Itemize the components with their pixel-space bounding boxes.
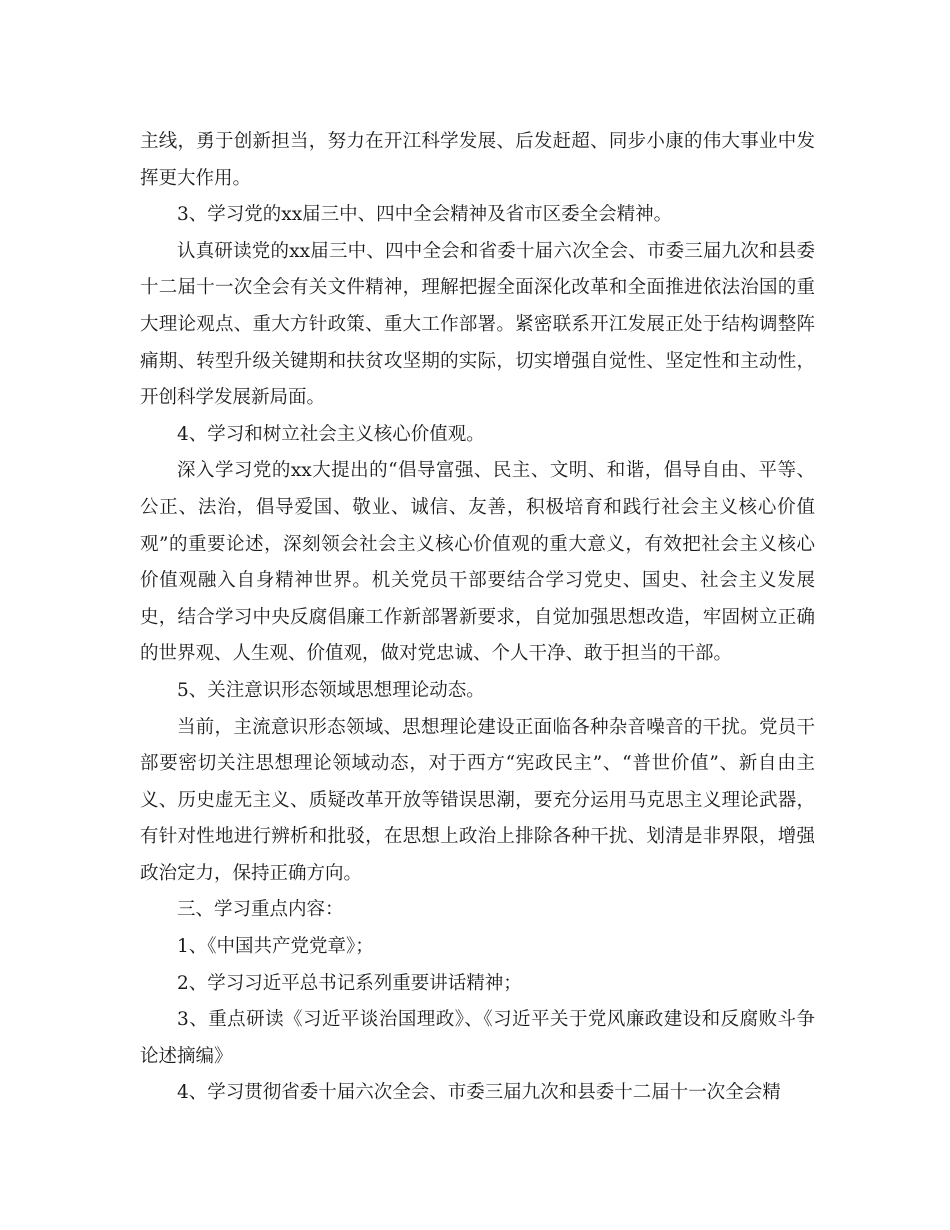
list-item: 3、重点研读《习近平谈治国理政》、《习近平关于党风廉政建设和反腐败斗争论述摘编》	[140, 1009, 815, 1067]
paragraph: 当前，主流意识形态领域、思想理论建设正面临各种杂音噪音的干扰。党员干部要密切关注思想理论领域动态，对于西方“宪政民主”、“普世价值”、新自由主义、历史虚无主义、质疑改革开放等错误思潮，要充分运用马克思主义理论武器，有针对性地进行辨析和批驳，在思想上政治上排除各种干扰、划清是非界限，增强政治定力，保持正确方向。	[140, 716, 815, 884]
list-item: 2、学习习近平总书记系列重要讲话精神；	[177, 972, 522, 994]
list-item: 4、学习贯彻省委十届六次全会、市委三届九次和县委十二届十一次全会精	[177, 1082, 781, 1104]
section-heading: 5、关注意识形态领域思想理论动态。	[177, 679, 485, 701]
section-heading: 3、学习党的xx届三中、四中全会精神及省市区委全会精神。	[177, 204, 673, 226]
section-heading: 4、学习和树立社会主义核心价值观。	[177, 423, 485, 445]
paragraph: 认真研读党的xx届三中、四中全会和省委十届六次全会、市委三届九次和县委十二届十一次全会有关文件精神，理解把握全面深化改革和全面推进依法治国的重大理论观点、重大方针政策、重大工作部署。紧密联系开江发展正处于结构调整阵痛期、转型升级关键期和扶贫攻坚期的实际，切实增强自觉性、坚定性和主动性，开创科学发展新局面。	[140, 240, 815, 409]
section-heading: 三、学习重点内容：	[177, 899, 344, 921]
list-item: 1、《中国共产党党章》；	[177, 936, 374, 958]
paragraph: 深入学习党的xx大提出的“倡导富强、民主、文明、和谐，倡导自由、平等、公正、法治，倡导爱国、敬业、诚信、友善，积极培育和践行社会主义核心价值观”的重要论述，深刻领会社会主义核心价值观的重大意义，有效把社会主义核心价值观融入自身精神世界。机关党员干部要结合学习党史、国史、社会主义发展史，结合学习中央反腐倡廉工作新部署新要求，自觉加强思想改造，牢固树立正确的世界观、人生观、价值观，做对党忠诚、个人干净、敢于担当的干部。	[140, 460, 815, 665]
paragraph: 主线，勇于创新担当，努力在开江科学发展、后发赶超、同步小康的伟大事业中发挥更大作用。	[140, 131, 815, 189]
document-body	[140, 124, 815, 1112]
